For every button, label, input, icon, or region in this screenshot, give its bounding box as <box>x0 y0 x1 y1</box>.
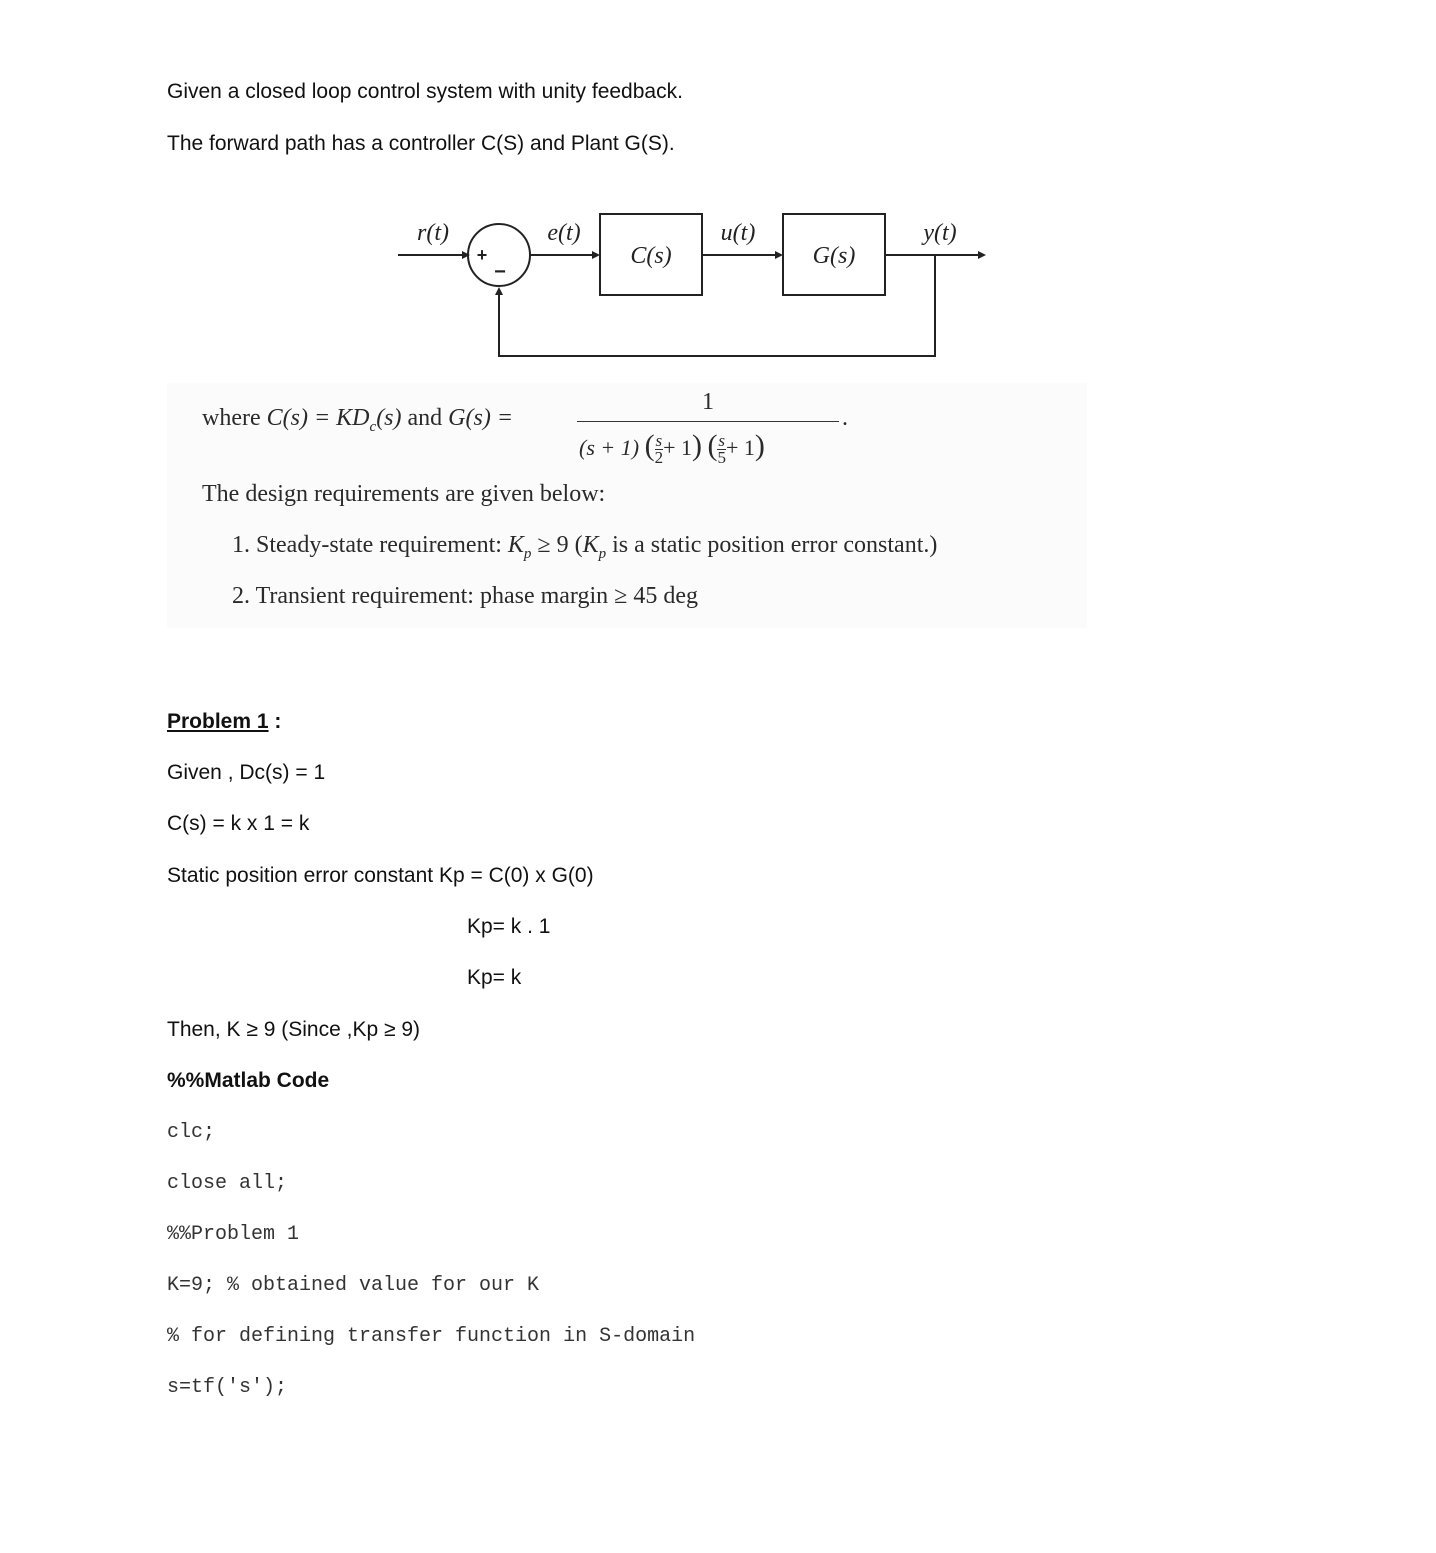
code-heading: %%Matlab Code <box>167 1069 330 1092</box>
kp-line-1: Kp= k . 1 <box>467 915 551 938</box>
cs-line: C(s) = k x 1 = k <box>167 812 310 835</box>
given-line: Given , Dc(s) = 1 <box>167 761 326 784</box>
code-line-1: clc; <box>167 1121 216 1144</box>
intro-line-2: The forward path has a controller C(S) and Plant G(S). <box>167 132 675 155</box>
then-line: Then, K ≥ 9 (Since ,Kp ≥ 9) <box>167 1018 420 1041</box>
static-line: Static position error constant Kp = C(0) x G(0) <box>167 864 594 887</box>
output-label: y(t) <box>923 220 957 246</box>
requirement-2: 2. Transient requirement: phase margin ≥ 45 deg <box>232 583 698 609</box>
fraction-bar <box>577 421 839 422</box>
code-line-3: %%Problem 1 <box>167 1223 300 1246</box>
plus-sign: + <box>476 245 488 265</box>
period: . <box>842 405 848 431</box>
minus-sign: − <box>494 261 506 283</box>
where-line: where $C(s) = KD_c(s)$ and G(s) = <box>202 405 514 435</box>
requirements-intro: The design requirements are given below: <box>202 481 606 507</box>
code-line-5: % for defining transfer function in S-domain <box>167 1325 696 1348</box>
block-diagram <box>0 0 1436 380</box>
arrow-error <box>592 251 600 259</box>
intro-line-1: Given a closed loop control system with unity feedback. <box>167 80 683 103</box>
requirement-1: 1. Steady-state requirement: $K_p \ge 9$ ($K_p$ is a static position error constant.) <box>232 532 938 562</box>
plant-block-label: G(s) <box>812 243 856 269</box>
arrow-output <box>978 251 986 259</box>
input-label: r(t) <box>417 220 449 246</box>
control-label: u(t) <box>720 220 756 246</box>
error-label: e(t) <box>547 220 581 246</box>
controller-block-label: C(s) <box>630 243 672 269</box>
arrow-feedback <box>495 287 503 295</box>
code-line-6: s=tf('s'); <box>167 1376 288 1399</box>
fraction-numerator: 1 <box>702 389 714 415</box>
specification-block <box>167 383 1087 628</box>
problem-heading: Problem 1 : <box>167 710 282 733</box>
code-line-4: K=9; % obtained value for our K <box>167 1274 540 1297</box>
fraction-denominator: (s + 1) ( $\frac{s}{2}$ + 1) ( $\frac{s}{5}$ + 1) <box>579 429 765 468</box>
arrow-control <box>775 251 783 259</box>
kp-line-2: Kp= k <box>467 966 522 989</box>
code-line-2: close all; <box>167 1172 288 1195</box>
